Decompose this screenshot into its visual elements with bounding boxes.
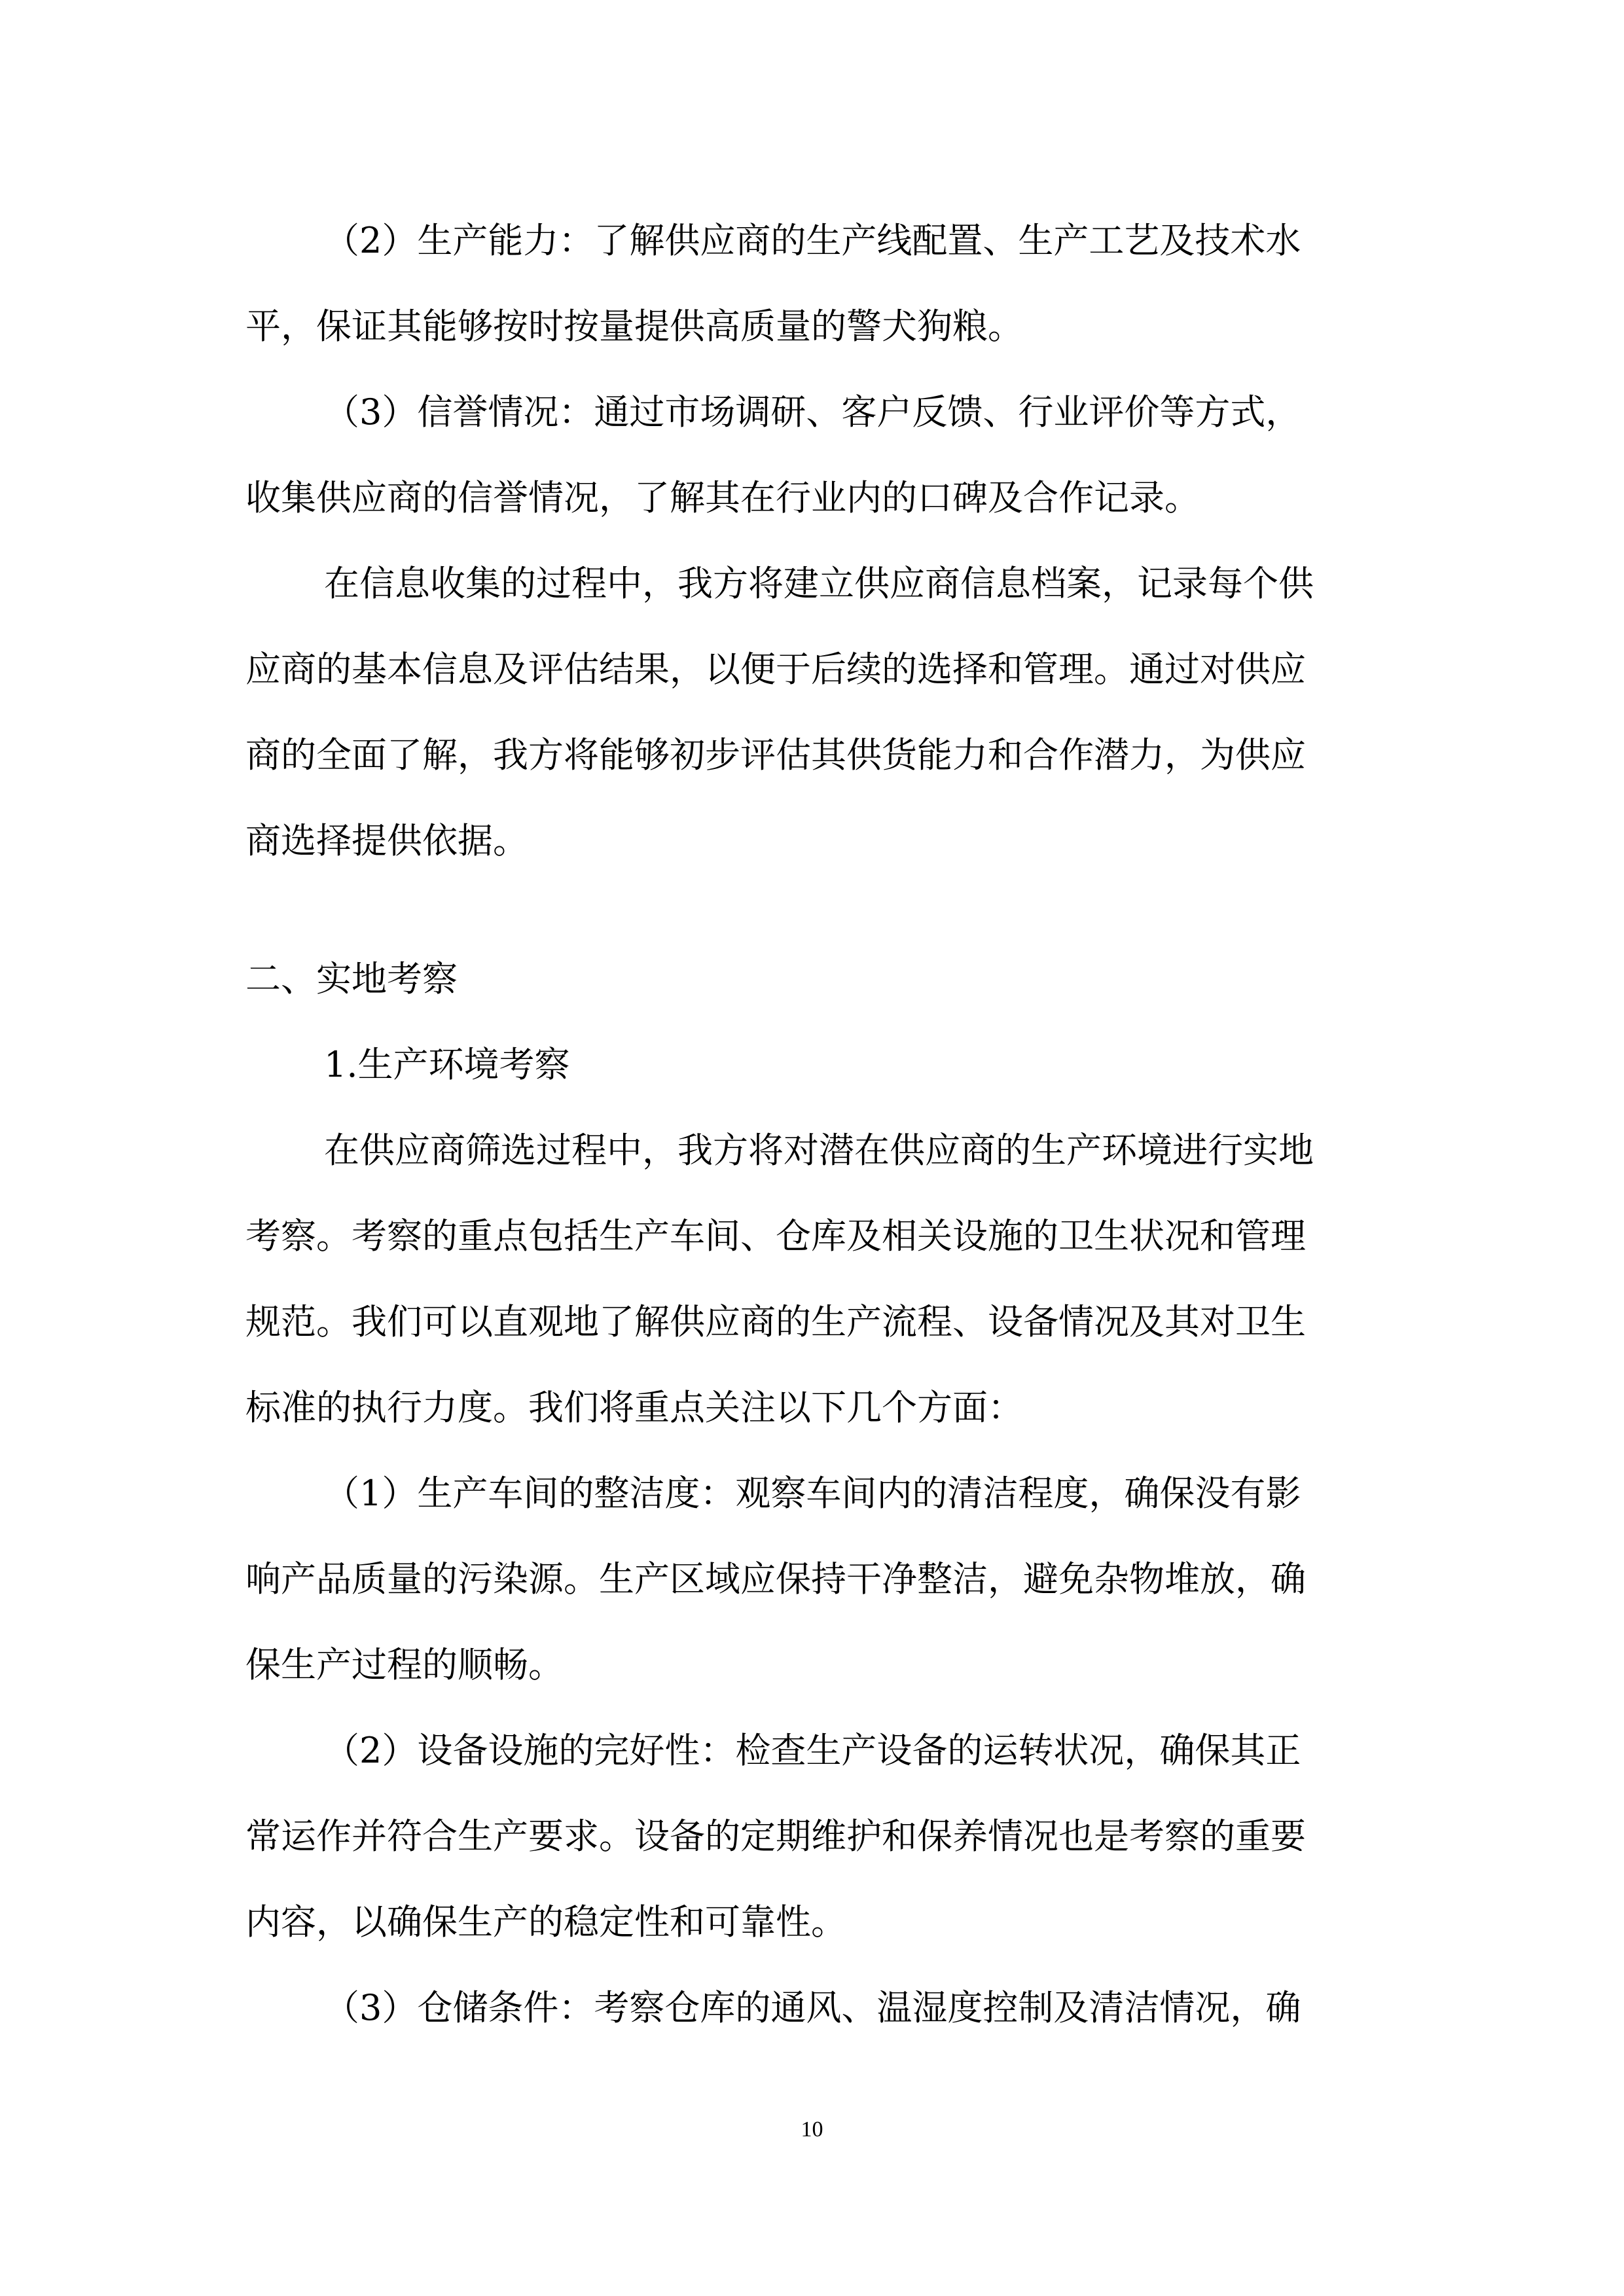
paragraph-5-line-1: （1）生产车间的整洁度：观察车间内的清洁程度，确保没有影 [324,1473,1301,1514]
paragraph-6-line-1: （2）设备设施的完好性：检查生产设备的运转状况，确保其正 [324,1730,1301,1771]
paragraph-3-line-3: 商的全面了解，我方将能够初步评估其供货能力和合作潜力，为供应 [245,734,1306,776]
paragraph-4-line-4: 标准的执行力度。我们将重点关注以下几个方面： [245,1387,1023,1428]
paragraph-4-line-3: 规范。我们可以直观地了解供应商的生产流程、设备情况及其对卫生 [245,1301,1306,1342]
paragraph-6-line-3: 内容，以确保生产的稳定性和可靠性。 [245,1901,846,1943]
paragraph-3-line-2: 应商的基本信息及评估结果，以便于后续的选择和管理。通过对供应 [245,649,1306,690]
section-heading: 二、实地考察 [245,958,458,999]
paragraph-7-line-1: （3）仓储条件：考察仓库的通风、温湿度控制及清洁情况，确 [324,1987,1301,2028]
paragraph-3-line-4: 商选择提供依据。 [245,820,528,861]
paragraph-4-line-1: 在供应商筛选过程中，我方将对潜在供应商的生产环境进行实地 [324,1130,1314,1171]
paragraph-4-line-2: 考察。考察的重点包括生产车间、仓库及相关设施的卫生状况和管理 [245,1215,1306,1257]
paragraph-1-line-1: （2）生产能力：了解供应商的生产线配置、生产工艺及技术水 [324,220,1301,261]
paragraph-1-line-2: 平，保证其能够按时按量提供高质量的警犬狗粮。 [245,306,1023,347]
paragraph-5-line-3: 保生产过程的顺畅。 [245,1644,564,1685]
paragraph-6-line-2: 常运作并符合生产要求。设备的定期维护和保养情况也是考察的重要 [245,1816,1306,1857]
paragraph-5-line-2: 响产品质量的污染源。生产区域应保持干净整洁，避免杂物堆放，确 [245,1558,1306,1600]
paragraph-2-line-1: （3）信誉情况：通过市场调研、客户反馈、行业评价等方式， [324,391,1301,433]
subsection-heading: 1.生产环境考察 [324,1044,570,1085]
paragraph-3-line-1: 在信息收集的过程中，我方将建立供应商信息档案，记录每个供 [324,563,1314,604]
page-number: 10 [801,2117,823,2142]
paragraph-2-line-2: 收集供应商的信誉情况，了解其在行业内的口碑及合作记录。 [245,477,1200,518]
